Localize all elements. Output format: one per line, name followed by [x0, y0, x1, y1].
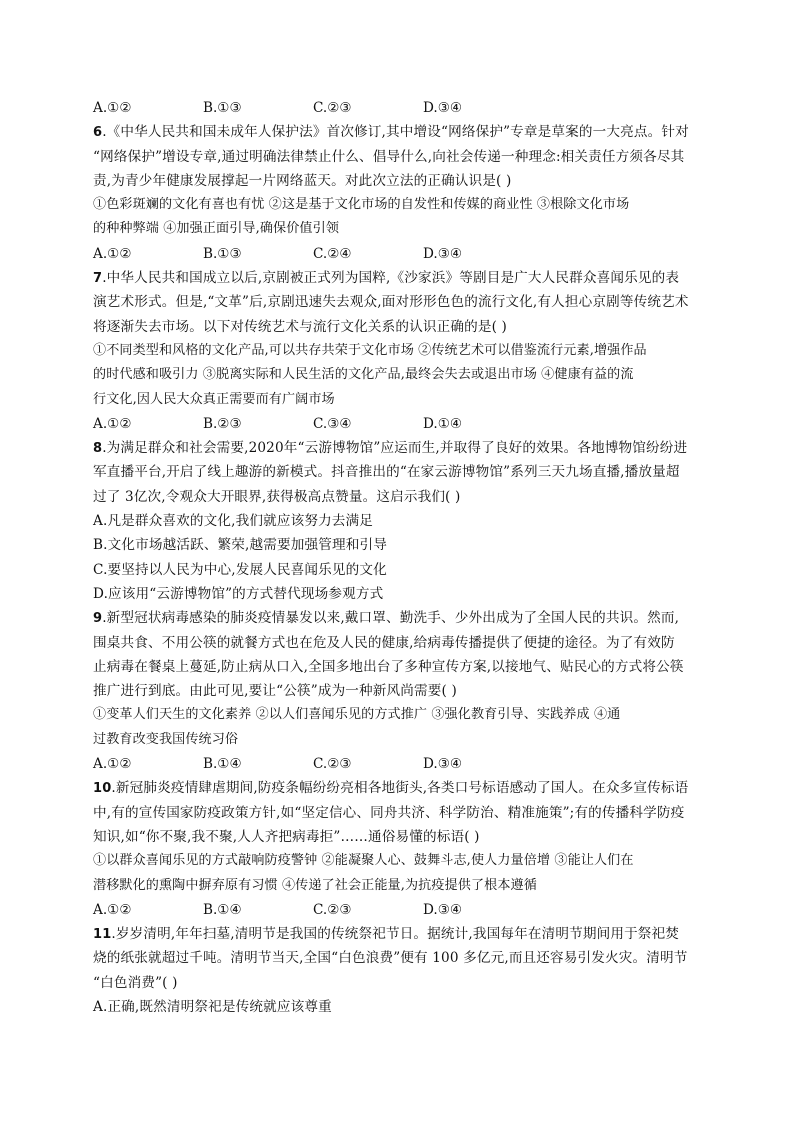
- q6-statements-line-2: 的种种弊端 ④加强正面引导,确保价值引领: [93, 221, 340, 237]
- q6-options: [93, 242, 705, 266]
- q10-option-c: C.②③: [313, 901, 352, 918]
- q7-option-a: A.①②: [93, 415, 132, 432]
- question-11: [93, 922, 705, 1019]
- q6-stem-line-1: 6.《中华人民共和国未成年人保护法》首次修订,其中增设“网络保护”专章是草案的一大亮点。针对: [93, 124, 689, 141]
- q9-stem-line-4: 推广进行到底。由此可见,要让“公筷”成为一种新风尚需要( ): [93, 683, 457, 700]
- q6-stem-line-3: 责,为青少年健康发展撑起一片网络蓝天。对此次立法的正确认识是( ): [93, 172, 512, 189]
- q9-stem-line-1: 9.新型冠状病毒感染的肺炎疫情暴发以来,戴口罩、勤洗手、少外出成为了全国人民的共识。然而,: [93, 610, 680, 627]
- q9-option-d: D.③④: [423, 756, 463, 773]
- q7-options: [93, 412, 705, 436]
- q7-stem-line-2: 演艺术形式。但是,“文革”后,京剧迅速失去观众,面对形形色色的流行文化,有人担心京剧等传统艺术: [93, 294, 689, 311]
- q9-option-c: C.②③: [313, 756, 352, 773]
- q5-option-c: C.②③: [313, 100, 352, 116]
- question-6: [93, 120, 705, 266]
- q6-option-a: A.①②: [93, 245, 132, 262]
- q9-options: [93, 752, 705, 776]
- q10-stem-line-2: 中,有的宣传国家防疫政策方针,如“坚定信心、同舟共济、科学防治、精准施策”;有的传播科学防疫: [93, 804, 685, 821]
- q11-stem-line-1: 11.岁岁清明,年年扫墓,清明节是我国的传统祭祀节日。据统计,我国每年在清明节期间用于祭祀焚: [93, 926, 680, 943]
- q7-statements-line-1: ①不同类型和风格的文化产品,可以共存共荣于文化市场 ②传统艺术可以借鉴流行元素,增强作品: [93, 342, 647, 358]
- q11-stem-line-2: 烧的纸张就超过千吨。清明节当天,全国“白色浪费”便有 100 多亿元,而且还容易引发火灾。清明节: [93, 950, 688, 967]
- q8-number: 8: [93, 441, 103, 457]
- q9-stem-line-2: 围桌共食、不用公筷的就餐方式也在危及人民的健康,给病毒传播提供了便捷的途径。为了有效防: [93, 634, 675, 651]
- q8-stem-line-1: 8.为满足群众和社会需要,2020年“云游博物馆”应运而生,并取得了良好的效果。各地博物馆纷纷进: [93, 440, 688, 457]
- q7-stem-line-3: 将逐渐失去市场。以下对传统艺术与流行文化关系的认识正确的是( ): [93, 318, 507, 335]
- q7-statements-line-2: 的时代感和吸引力 ③脱离实际和人民生活的文化产品,最终会失去或退出市场 ④健康有益的流: [93, 367, 634, 383]
- q8-choice-c: C.要坚持以人民为中心,发展人民喜闻乐见的文化: [93, 561, 387, 578]
- q8-choice-a: A.凡是群众喜欢的文化,我们就应该努力去满足: [93, 513, 374, 530]
- q9-number: 9: [93, 611, 103, 627]
- question-8: [93, 436, 705, 606]
- q5-option-a: A.①②: [93, 100, 132, 116]
- exam-page: [93, 96, 705, 1019]
- q5-option-b: B.①③: [203, 100, 242, 116]
- q6-option-d: D.③④: [423, 245, 463, 262]
- q11-number: 11: [93, 927, 112, 943]
- q7-number: 7: [93, 271, 103, 287]
- q6-number: 6: [93, 125, 103, 141]
- q10-option-d: D.③④: [423, 901, 463, 918]
- q8-choice-b: B.文化市场越活跃、繁荣,越需要加强管理和引导: [93, 537, 387, 554]
- q7-option-d: D.①④: [423, 415, 463, 432]
- q10-statements-line-2: 潜移默化的熏陶中摒弃原有习惯 ④传递了社会正能量,为抗疫提供了根本遵循: [93, 877, 537, 893]
- question-10: [93, 776, 705, 922]
- q10-options: [93, 898, 705, 922]
- q10-number: 10: [93, 781, 112, 797]
- q9-stem-line-3: 止病毒在餐桌上蔓延,防止病从口入,全国多地出台了多种宣传方案,以接地气、贴民心的方式将公筷: [93, 658, 684, 675]
- q7-option-c: C.③④: [313, 415, 352, 432]
- q7-statements-line-3: 行文化,因人民大众真正需要而有广阔市场: [93, 391, 335, 407]
- q5-option-d: D.③④: [423, 100, 463, 116]
- q6-option-c: C.②④: [313, 245, 352, 262]
- q6-statements-line-1: ①色彩斑斓的文化有喜也有忧 ②这是基于文化市场的自发性和传媒的商业性 ③根除文化市场: [93, 197, 630, 213]
- q9-statements-line-2: 过教育改变我国传统习俗: [93, 731, 239, 747]
- q10-option-b: B.①④: [203, 901, 242, 918]
- q10-stem-line-3: 知识,如“你不聚,我不聚,人人齐把病毒拒”……通俗易懂的标语( ): [93, 828, 480, 845]
- q10-option-a: A.①②: [93, 901, 132, 918]
- question-9: [93, 606, 705, 776]
- question-7: [93, 266, 705, 436]
- q9-statements-line-1: ①变革人们天生的文化素养 ②以人们喜闻乐见的方式推广 ③强化教育引导、实践养成 ④通: [93, 707, 621, 723]
- q10-stem-line-1: 10.新冠肺炎疫情肆虐期间,防疫条幅纷纷亮相各地街头,各类口号标语感动了国人。在众多宣传标语: [93, 780, 689, 797]
- q8-stem-line-2: 军直播平台,开启了线上趣游的新模式。抖音推出的“在家云游博物馆”系列三天九场直播,播放量超: [93, 464, 680, 481]
- q9-option-b: B.①④: [203, 756, 242, 773]
- q11-stem-line-3: “白色消费”( ): [93, 974, 178, 991]
- q11-choice-a: A.正确,既然清明祭祀是传统就应该尊重: [93, 998, 332, 1015]
- q7-option-b: B.②③: [203, 415, 242, 432]
- q6-stem-line-2: “网络保护”增设专章,通过明确法律禁止什么、倡导什么,向社会传递一种理念:相关责任方须各尽其: [93, 148, 685, 165]
- q5-options: [93, 96, 705, 120]
- q9-option-a: A.①②: [93, 756, 132, 773]
- q7-stem-line-1: 7.中华人民共和国成立以后,京剧被正式列为国粹,《沙家浜》等剧目是广大人民群众喜闻乐见的表: [93, 270, 680, 287]
- q10-statements-line-1: ①以群众喜闻乐见的方式敲响防疫警钟 ②能凝聚人心、鼓舞斗志,使人力量倍增 ③能让人们在: [93, 853, 634, 869]
- q8-choice-d: D.应该用“云游博物馆”的方式替代现场参观方式: [93, 585, 384, 602]
- q6-option-b: B.①③: [203, 245, 242, 262]
- q8-stem-line-3: 过了 3亿次,令观众大开眼界,获得极高点赞量。这启示我们( ): [93, 488, 461, 505]
